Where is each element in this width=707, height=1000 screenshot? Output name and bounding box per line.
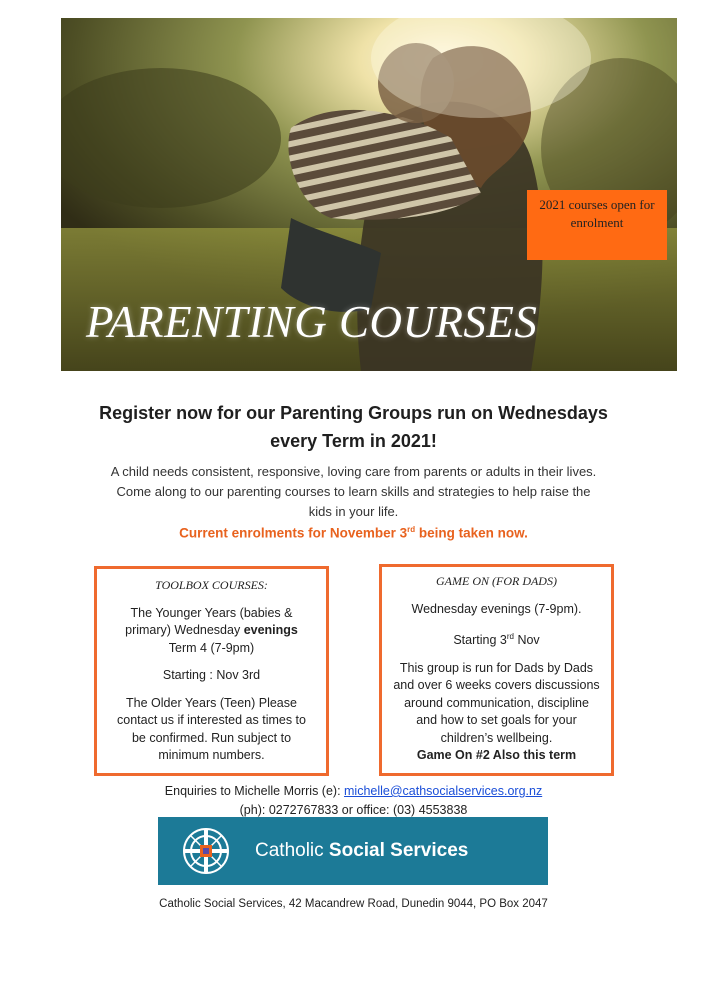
email-link[interactable]: michelle@cathsocialservices.org.nz [344,784,543,798]
enquiry-email-line [60,782,647,801]
logo-word-1: Catholic [255,840,329,861]
hero-title: PARENTING COURSES [86,297,538,347]
intro-line-2: Come along to our parenting courses to learn skills and strategies to help raise the [116,484,591,499]
enrolment-badge: 2021 courses open for enrolment [527,190,667,260]
intro-text [80,462,627,522]
footer-address: Catholic Social Services, 42 Macandrew Road, Dunedin 9044, PO Box 2047 [159,898,548,910]
game-on-starting-after: Nov [513,633,540,648]
game-on-box [379,564,614,776]
logo-emblem-icon [180,827,232,875]
intro-line-3: kids in your life. [308,504,399,519]
hero-image [61,18,677,371]
game-on-starting-before: Starting 3 [453,633,507,648]
current-enrolments-text: Current enrolments for November 3 [179,525,408,541]
enquiry-prefix: Enquiries to Michelle Morris (e): [164,784,345,798]
current-enrolments-suffix: being taken now. [415,525,528,541]
current-enrolments-sup: rd [407,525,416,534]
catholic-social-services-logo [158,817,548,885]
game-on-description: This group is run for Dads by Dads and over 6 weeks covers discussions around communication, discipline and how to set goals for your children’s wellbeing. [393,660,600,745]
headline [60,399,647,455]
current-enrolments [60,525,647,541]
younger-years-bold: evenings [243,623,298,637]
enquiry-phone-line: (ph): 0272767833 or office: (03) 4553838 [239,803,468,817]
toolbox-starting: Starting : Nov 3rd [162,668,261,682]
logo-word-2: Social Services [328,840,469,861]
older-years-text: The Older Years (Teen) Please contact us if interested as times to be confirmed. Run subject to minimum numbers. [117,695,306,762]
enquiries [60,782,647,820]
younger-years-after: Term 4 (7-9pm) [168,640,255,655]
game-on-extra: Game On #2 Also this term [416,748,577,763]
game-on-schedule: Wednesday evenings (7-9pm). [411,601,582,616]
toolbox-courses-box [94,566,329,776]
game-on-title: GAME ON (FOR DADS) [436,574,557,588]
younger-years-before: The Younger Years (babies & primary) Wednesday [125,605,293,637]
logo-text [255,840,468,862]
headline-line-1: Register now for our Parenting Groups run on Wednesdays [99,403,608,423]
younger-years-text [111,605,312,658]
headline-line-2: every Term in 2021! [270,431,437,451]
game-on-starting-sup: rd [506,632,514,641]
game-on-starting [392,628,601,650]
intro-line-1: A child needs consistent, responsive, loving care from parents or adults in their lives. [110,464,597,479]
toolbox-title: TOOLBOX COURSES: [155,578,268,592]
